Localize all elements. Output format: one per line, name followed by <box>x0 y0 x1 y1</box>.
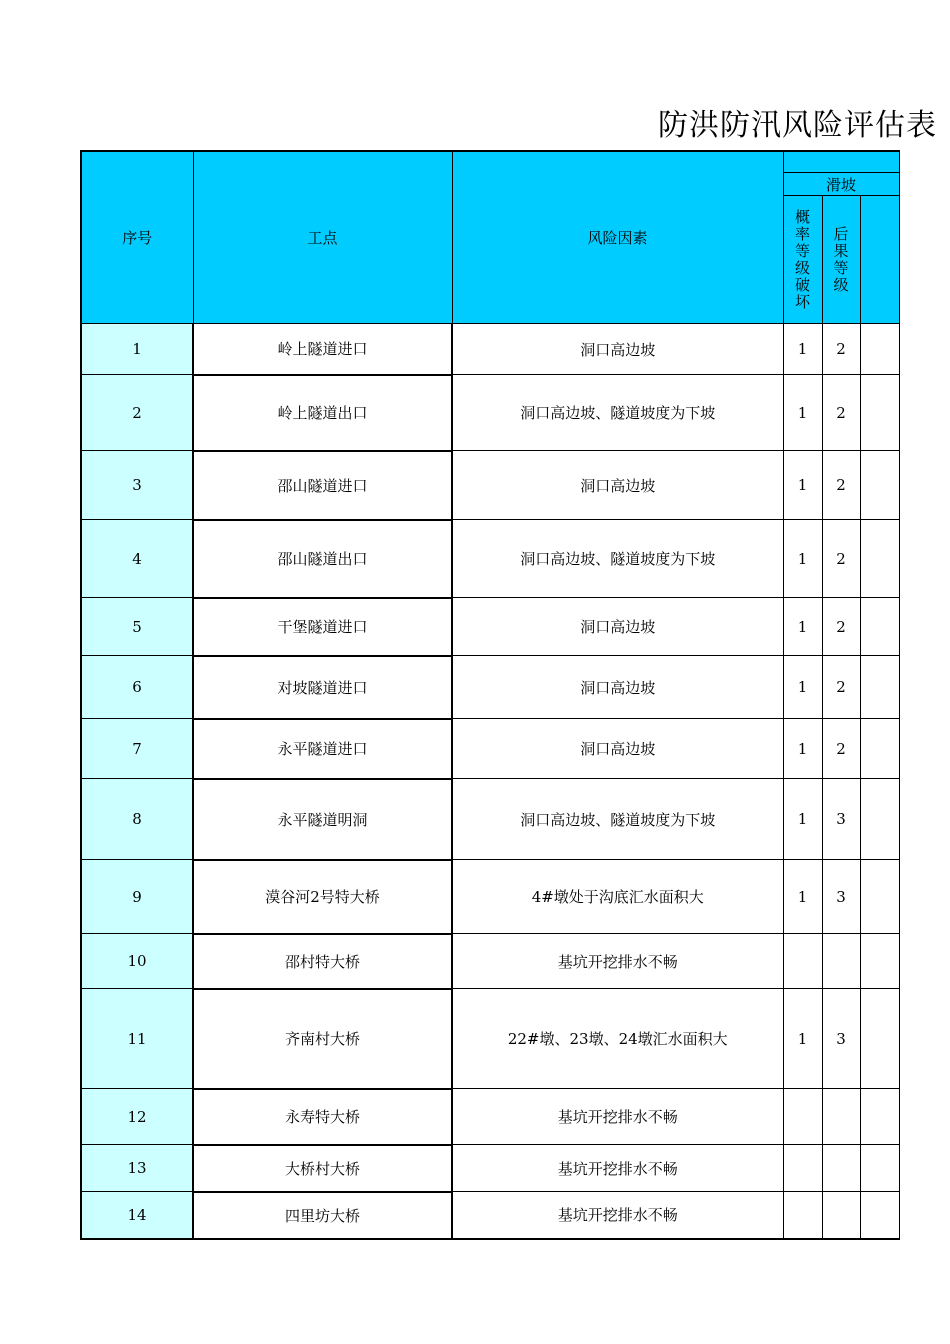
cell-seq: 11 <box>81 989 193 1089</box>
cell-cons: 3 <box>822 779 860 860</box>
cell-prob: 1 <box>783 375 822 451</box>
cell-point: 邵山隧道进口 <box>193 451 452 520</box>
cell-extra <box>860 860 899 934</box>
cell-point: 四里坊大桥 <box>193 1192 452 1239</box>
cell-extra <box>860 779 899 860</box>
header-risk: 风险因素 <box>452 151 783 324</box>
cell-cons: 2 <box>822 451 860 520</box>
cell-risk: 基坑开挖排水不畅 <box>452 1089 783 1145</box>
cell-seq: 5 <box>81 598 193 656</box>
cell-prob <box>783 1089 822 1145</box>
cell-cons: 2 <box>822 375 860 451</box>
cell-seq: 6 <box>81 656 193 719</box>
cell-extra <box>860 656 899 719</box>
cell-point: 永寿特大桥 <box>193 1089 452 1145</box>
cell-extra <box>860 598 899 656</box>
cell-point: 岭上隧道进口 <box>193 324 452 375</box>
cell-extra <box>860 934 899 989</box>
cell-point: 岭上隧道出口 <box>193 375 452 451</box>
cell-risk: 基坑开挖排水不畅 <box>452 934 783 989</box>
cell-prob: 1 <box>783 860 822 934</box>
cell-extra <box>860 375 899 451</box>
cell-prob: 1 <box>783 719 822 779</box>
table-row <box>81 779 899 860</box>
cell-point: 邵村特大桥 <box>193 934 452 989</box>
header-group-landslide <box>783 173 899 196</box>
table-row <box>81 1089 899 1145</box>
cell-prob: 1 <box>783 598 822 656</box>
cell-extra <box>860 1089 899 1145</box>
table-row <box>81 860 899 934</box>
cell-point: 齐南村大桥 <box>193 989 452 1089</box>
cell-point: 永平隧道明洞 <box>193 779 452 860</box>
table-row <box>81 719 899 779</box>
table-row <box>81 934 899 989</box>
cell-prob <box>783 1145 822 1192</box>
cell-prob: 1 <box>783 779 822 860</box>
cell-cons <box>822 1145 860 1192</box>
cell-point: 邵山隧道出口 <box>193 520 452 598</box>
cell-prob <box>783 1192 822 1239</box>
header-seq: 序号 <box>81 151 193 324</box>
header-group-label: 滑坡 <box>826 175 857 194</box>
cell-cons: 3 <box>822 989 860 1089</box>
table-row <box>81 1192 899 1239</box>
cell-seq: 8 <box>81 779 193 860</box>
table-row <box>81 1145 899 1192</box>
cell-seq: 7 <box>81 719 193 779</box>
cell-seq: 3 <box>81 451 193 520</box>
cell-cons: 2 <box>822 520 860 598</box>
cell-extra <box>860 1192 899 1239</box>
cell-risk: 4#墩处于沟底汇水面积大 <box>452 860 783 934</box>
cell-cons <box>822 1089 860 1145</box>
table-row <box>81 520 899 598</box>
cell-seq: 10 <box>81 934 193 989</box>
cell-seq: 2 <box>81 375 193 451</box>
cell-seq: 13 <box>81 1145 193 1192</box>
cell-cons: 3 <box>822 860 860 934</box>
cell-prob: 1 <box>783 324 822 375</box>
header-cons <box>822 196 860 324</box>
cell-prob: 1 <box>783 520 822 598</box>
cell-risk: 22#墩、23墩、24墩汇水面积大 <box>452 989 783 1089</box>
header-prob-label: 概率等级破坏 <box>794 207 810 311</box>
cell-extra <box>860 324 899 375</box>
cell-cons <box>822 934 860 989</box>
cell-seq: 14 <box>81 1192 193 1239</box>
risk-table <box>80 150 900 1240</box>
cell-risk: 洞口高边坡 <box>452 656 783 719</box>
cell-point: 永平隧道进口 <box>193 719 452 779</box>
cell-extra <box>860 520 899 598</box>
cell-risk: 洞口高边坡 <box>452 324 783 375</box>
cell-cons: 2 <box>822 719 860 779</box>
cell-prob <box>783 934 822 989</box>
header-point: 工点 <box>193 151 452 324</box>
cell-point: 漠谷河2号特大桥 <box>193 860 452 934</box>
header-prob <box>783 196 822 324</box>
cell-prob: 1 <box>783 451 822 520</box>
cell-risk: 洞口高边坡、隧道坡度为下坡 <box>452 520 783 598</box>
cell-cons: 2 <box>822 324 860 375</box>
cell-seq: 1 <box>81 324 193 375</box>
table-row <box>81 989 899 1089</box>
cell-risk: 洞口高边坡、隧道坡度为下坡 <box>452 375 783 451</box>
cell-point: 干堡隧道进口 <box>193 598 452 656</box>
cell-point: 大桥村大桥 <box>193 1145 452 1192</box>
cell-extra <box>860 989 899 1089</box>
page-title: 防洪防汛风险评估表 <box>658 108 937 143</box>
table-row <box>81 375 899 451</box>
cell-cons <box>822 1192 860 1239</box>
cell-risk: 基坑开挖排水不畅 <box>452 1192 783 1239</box>
cell-seq: 4 <box>81 520 193 598</box>
cell-cons: 2 <box>822 598 860 656</box>
cell-risk: 洞口高边坡 <box>452 719 783 779</box>
table-row <box>81 324 899 375</box>
cell-prob: 1 <box>783 989 822 1089</box>
cell-seq: 9 <box>81 860 193 934</box>
table-row <box>81 598 899 656</box>
cell-point: 对坡隧道进口 <box>193 656 452 719</box>
header-cons-label: 后果等级 <box>833 224 849 294</box>
cell-cons: 2 <box>822 656 860 719</box>
table-row <box>81 656 899 719</box>
cell-risk: 基坑开挖排水不畅 <box>452 1145 783 1192</box>
cell-extra <box>860 1145 899 1192</box>
header-top-band <box>783 151 899 173</box>
cell-risk: 洞口高边坡 <box>452 598 783 656</box>
table-row <box>81 451 899 520</box>
cell-seq: 12 <box>81 1089 193 1145</box>
cell-extra <box>860 451 899 520</box>
cell-prob: 1 <box>783 656 822 719</box>
header-extra <box>860 196 899 324</box>
cell-risk: 洞口高边坡、隧道坡度为下坡 <box>452 779 783 860</box>
cell-extra <box>860 719 899 779</box>
cell-risk: 洞口高边坡 <box>452 451 783 520</box>
